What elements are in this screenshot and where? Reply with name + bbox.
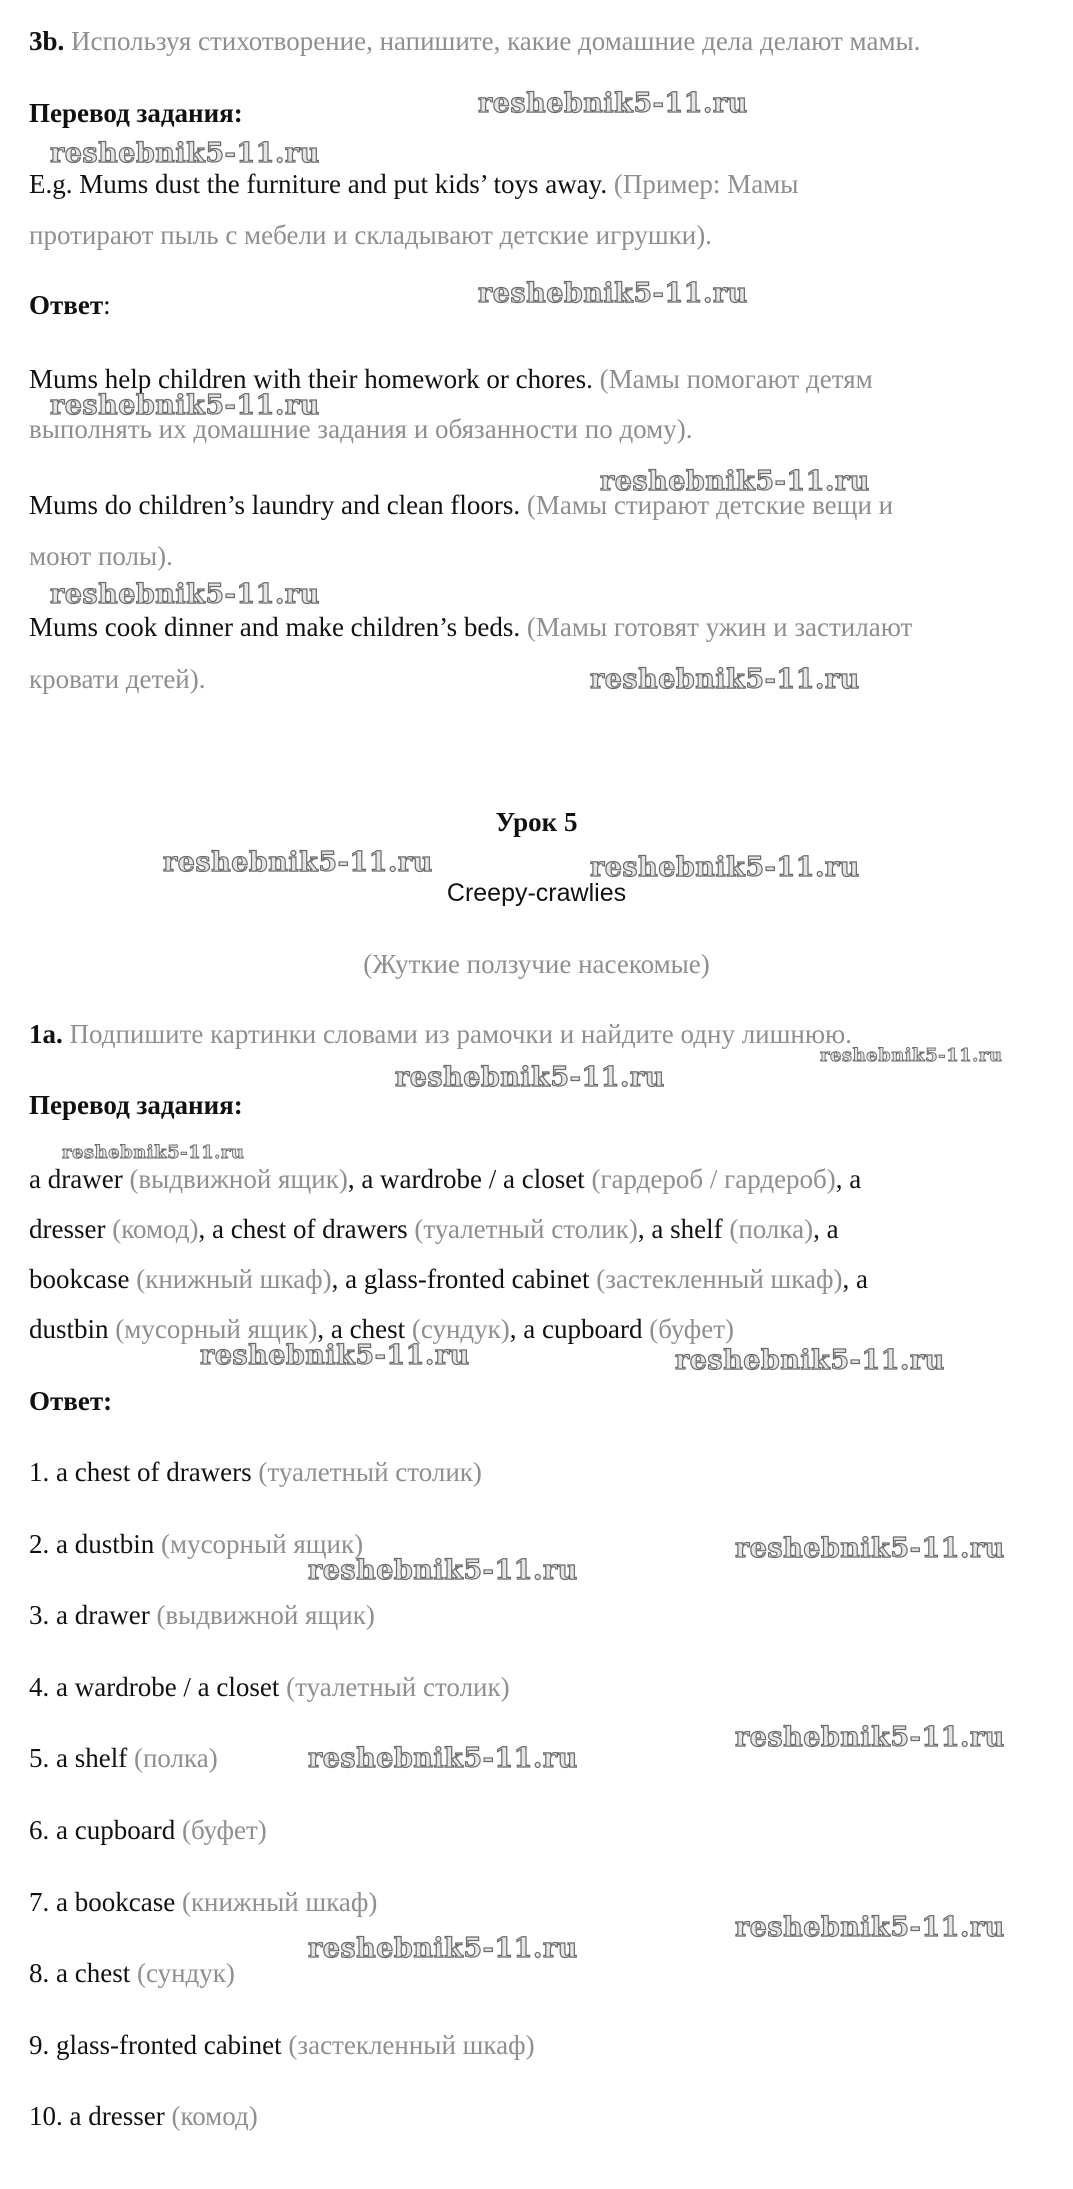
answer-en: 6. a cupboard (29, 1815, 176, 1845)
answer-en: 10. a dresser (29, 2101, 165, 2131)
watermark: reshebnik5-11.ru (200, 1340, 470, 1371)
example-en: E.g. Mums dust the furniture and put kids’ toys away. (29, 169, 608, 199)
answer-item (29, 1741, 218, 1775)
watermark: reshebnik5-11.ru (308, 1743, 578, 1774)
translation-heading: Перевод задания: (29, 1090, 243, 1120)
vocab-translation: (сундук) (411, 1314, 510, 1344)
watermark: reshebnik5-11.ru (735, 1533, 1005, 1564)
answer-ru: (комод) (171, 2101, 258, 2131)
vocab-translation: (выдвижной ящик) (122, 1164, 348, 1194)
watermark: reshebnik5-11.ru (50, 390, 320, 421)
vocab-translation: (туалетный столик) (414, 1214, 638, 1244)
answer-ru: (Мамы готовят ужин и застилают (526, 612, 913, 642)
watermark: reshebnik5-11.ru (478, 278, 748, 309)
watermark: reshebnik5-11.ru (62, 1142, 245, 1163)
answer-en: 8. a chest (29, 1958, 131, 1988)
answer-en: 1. a chest of drawers (29, 1457, 252, 1487)
answer-ru: (сундук) (136, 1958, 235, 1988)
lesson-subtitle-ru: (Жуткие ползучие насекомые) (363, 949, 710, 979)
watermark: reshebnik5-11.ru (478, 88, 748, 119)
answer-ru: (полка) (133, 1743, 218, 1773)
watermark: reshebnik5-11.ru (735, 1912, 1005, 1943)
task-number: 3b. (29, 26, 65, 56)
vocab-line (29, 1212, 839, 1246)
answer-ru: (Мамы помогают детям (599, 364, 873, 394)
watermark: reshebnik5-11.ru (735, 1722, 1005, 1753)
vocab-word: , a glass-fronted cabinet (331, 1264, 597, 1294)
answer-item (29, 2028, 535, 2062)
vocab-word: dustbin (29, 1314, 116, 1344)
answer-en: Mums do children’s laundry and clean floors. (29, 490, 521, 520)
watermark: reshebnik5-11.ru (590, 664, 860, 695)
vocab-translation: (книжный шкаф) (136, 1264, 332, 1294)
watermark: reshebnik5-11.ru (50, 138, 320, 169)
answer-item (29, 2099, 258, 2133)
instruction-text: Подпишите картинки словами из рамочки и найдите одну лишнюю. (69, 1019, 852, 1049)
answer-en: Mums help children with their homework or chores. (29, 364, 593, 394)
watermark: reshebnik5-11.ru (600, 466, 870, 497)
answer-ru: (застекленный шкаф) (288, 2030, 535, 2060)
vocab-word: , a cupboard (509, 1314, 650, 1344)
answer-en: 7. a bookcase (29, 1887, 176, 1917)
answer-ru: (выдвижной ящик) (156, 1600, 375, 1630)
vocab-word: , a (835, 1164, 862, 1194)
answer-item (29, 1813, 267, 1847)
vocab-word: , a shelf (637, 1214, 730, 1244)
vocab-word: dresser (29, 1214, 113, 1244)
vocab-word: , a wardrobe / a closet (347, 1164, 592, 1194)
vocab-line (29, 1162, 861, 1196)
vocab-word: , a chest of drawers (198, 1214, 415, 1244)
answer-line-cont: выполнять их домашние задания и обязанности по дому). (29, 414, 693, 444)
watermark: reshebnik5-11.ru (590, 852, 860, 883)
task-3b-instruction (29, 24, 920, 58)
vocab-translation: (гардероб / гардероб) (591, 1164, 836, 1194)
answer-ru: (туалетный столик) (286, 1672, 510, 1702)
watermark: reshebnik5-11.ru (163, 847, 433, 878)
watermark: reshebnik5-11.ru (308, 1555, 578, 1586)
answer-en: 9. glass-fronted cabinet (29, 2030, 282, 2060)
watermark: reshebnik5-11.ru (50, 579, 320, 610)
answer-line (29, 610, 912, 644)
answer-ru: (Мамы стирают детские вещи и (526, 490, 894, 520)
vocab-line (29, 1262, 868, 1296)
answer-en: Mums cook dinner and make children’s beds. (29, 612, 521, 642)
translation-heading: Перевод задания: (29, 98, 243, 128)
vocab-word: bookcase (29, 1264, 137, 1294)
answer-en: 5. a shelf (29, 1743, 128, 1773)
answer-ru: (книжный шкаф) (181, 1887, 378, 1917)
answer-en: 4. a wardrobe / a closet (29, 1672, 280, 1702)
answer-heading: Ответ: (29, 1386, 113, 1416)
answer-item (29, 1598, 375, 1632)
vocab-word: a drawer (29, 1164, 123, 1194)
answer-item (29, 1455, 482, 1489)
example-line-2: протирают пыль с мебели и складывают детские игрушки). (29, 220, 712, 250)
watermark: reshebnik5-11.ru (820, 1045, 1003, 1066)
answer-line-cont: кровати детей). (29, 664, 206, 694)
vocab-word: , a chest (317, 1314, 412, 1344)
watermark: reshebnik5-11.ru (675, 1345, 945, 1376)
watermark: reshebnik5-11.ru (308, 1933, 578, 1964)
example-line-1 (29, 167, 798, 201)
vocab-word: , a (813, 1214, 839, 1244)
lesson-subtitle: Creepy-crawlies (446, 879, 627, 907)
task-number: 1a. (29, 1019, 63, 1049)
watermark: reshebnik5-11.ru (395, 1062, 665, 1093)
answer-item (29, 1956, 235, 1990)
answer-item (29, 1885, 377, 1919)
example-ru: (Пример: Мамы (613, 169, 799, 199)
vocab-translation: (мусорный ящик) (115, 1314, 318, 1344)
answer-ru: (туалетный столик) (258, 1457, 482, 1487)
lesson-title: Урок 5 (495, 807, 578, 837)
answer-en: 3. a drawer (29, 1600, 150, 1630)
answer-item (29, 1670, 510, 1704)
vocab-translation: (комод) (112, 1214, 199, 1244)
answer-ru: (мусорный ящик) (161, 1529, 364, 1559)
answer-line-cont: моют полы). (29, 541, 173, 571)
instruction-text: Используя стихотворение, напишите, какие домашние дела делают мамы. (71, 26, 921, 56)
vocab-translation: (застекленный шкаф) (596, 1264, 843, 1294)
vocab-translation: (буфет) (649, 1314, 735, 1344)
answer-en: 2. a dustbin (29, 1529, 155, 1559)
vocab-translation: (полка) (729, 1214, 814, 1244)
answer-ru: (буфет) (181, 1815, 267, 1845)
answer-heading: Ответ: (29, 290, 111, 320)
vocab-word: , a (842, 1264, 868, 1294)
task-1a-instruction (29, 1017, 852, 1051)
